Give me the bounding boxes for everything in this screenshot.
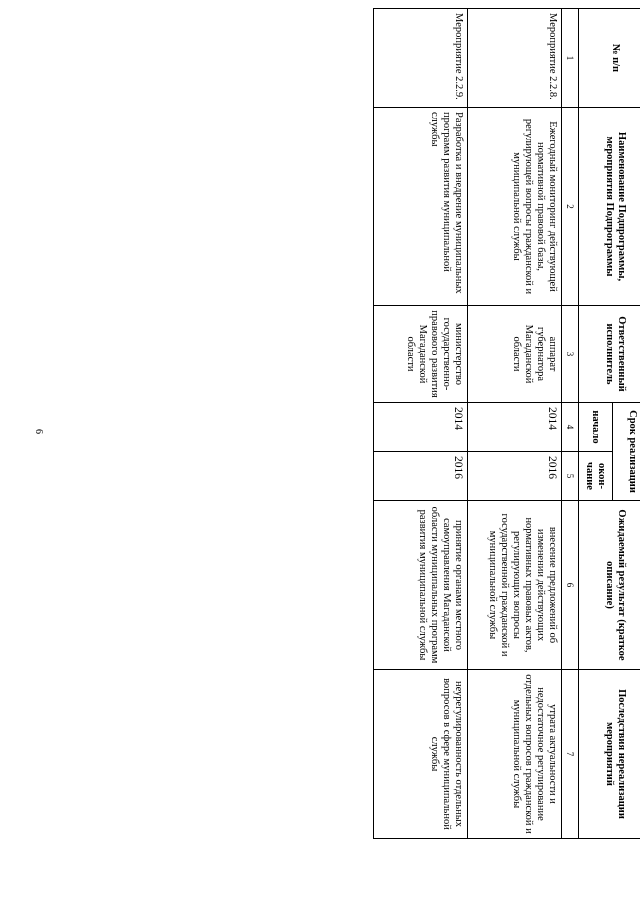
header-term-start: начало [579,403,613,452]
column-number: 3 [562,306,579,403]
header-executor: Ответственный исполнитель [579,306,640,403]
row-consequences: неурегулированность отдельных вопросов в сфере муниципальной службы [374,670,468,839]
row-num: Мероприятие 2.2.8. [468,9,562,108]
row-result: принятие органами местного самоуправления Магаданской области муниципальных программ развития муниципальной службы [374,501,468,670]
header-num: № п/п [579,9,640,108]
row-num: Мероприятие 2.2.9. [374,9,468,108]
header-consequences: Последствия нереализации мероприятий [579,670,640,839]
table-row [374,9,468,839]
row-name: Разработка и внедрение муниципальных программ развития муниципальной службы [374,108,468,306]
header-term-end: окон-чание [579,452,613,501]
column-number: 7 [562,670,579,839]
header-row [613,9,640,839]
row-result: внесение предложений об изменении действующих нормативных правовых актов, регулирующих вопросы государственной гражданской и муниципальной службы [468,501,562,670]
column-number: 6 [562,501,579,670]
row-end: 2016 [374,452,468,501]
row-consequences: утрата актуальности и недостаточное регулирование отдельных вопросов гражданской и муниципальной службы [468,670,562,839]
row-start: 2014 [374,403,468,452]
column-number: 4 [562,403,579,452]
header-term: Срок реализации [613,403,640,501]
table-row [468,9,562,839]
column-number: 2 [562,108,579,306]
activities-table [373,8,640,839]
header-name: Наименование Подпрограммы, мероприятия Подпрограммы [579,108,640,306]
column-number: 1 [562,9,579,108]
row-start: 2014 [468,403,562,452]
row-executor: аппарат губернатора Магаданской области [468,306,562,403]
row-end: 2016 [468,452,562,501]
rotated-table-sheet [73,8,640,838]
column-number-row [562,9,579,839]
column-number: 5 [562,452,579,501]
header-result: Ожидаемый результат (краткое описание) [579,501,640,670]
row-executor: министерство государственно-правового развития Магаданской области [374,306,468,403]
row-name: Ежегодный мониторинг действующей нормативной правовой базы, регулирующей вопросы гражданской и муниципальной службы [468,108,562,306]
page-number: 6 [33,429,44,434]
